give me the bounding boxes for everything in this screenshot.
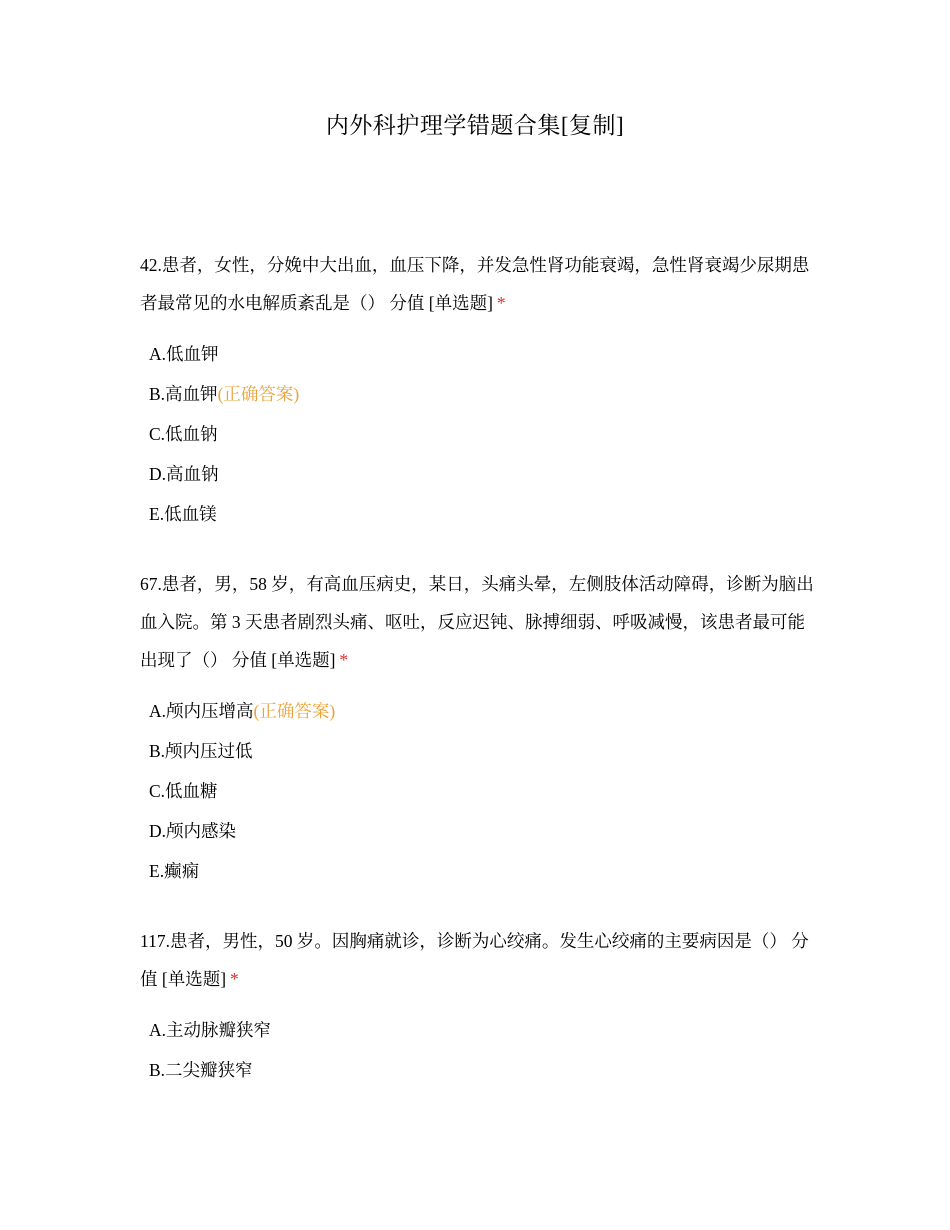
question-text: 117.患者，男性，50 岁。因胸痛就诊，诊断为心绞痛。发生心绞痛的主要病因是（） 分值 [单选题] * bbox=[140, 931, 809, 989]
question-text: 67.患者，男，58 岁，有高血压病史，某日，头痛头晕，左侧肢体活动障碍，诊断为脑出血入院。第 3 天患者剧烈头痛、呕吐，反应迟钝、脉搏细弱、呼吸减慢，该患者最可能出现了（） 分值 [单选题] * bbox=[140, 574, 814, 670]
question-42 bbox=[140, 246, 820, 534]
options-list bbox=[140, 334, 820, 534]
question-67 bbox=[140, 565, 820, 891]
required-asterisk: * bbox=[230, 969, 239, 989]
option-a: A.低血钾 bbox=[149, 344, 219, 364]
correct-answer-marker: (正确答案) bbox=[253, 701, 336, 721]
option-c: C.低血糖 bbox=[149, 781, 218, 801]
option-b: B.二尖瓣狭窄 bbox=[149, 1060, 253, 1080]
options-list bbox=[140, 1010, 820, 1090]
question-117 bbox=[140, 922, 820, 1090]
option-a: A.主动脉瓣狭窄 bbox=[149, 1020, 272, 1040]
options-list bbox=[140, 691, 820, 891]
required-asterisk: * bbox=[339, 650, 349, 670]
question-text: 42.患者，女性，分娩中大出血，血压下降，并发急性肾功能衰竭，急性肾衰竭少尿期患者最常见的水电解质紊乱是（） 分值 [单选题] * bbox=[140, 255, 810, 313]
required-asterisk: * bbox=[496, 293, 506, 313]
document-title: 内外科护理学错题合集[复制] bbox=[325, 113, 625, 138]
option-b: B.高血钾(正确答案) bbox=[149, 384, 300, 404]
option-a: A.颅内压增高(正确答案) bbox=[149, 701, 336, 721]
option-e: E.癫痫 bbox=[149, 861, 200, 881]
option-c: C.低血钠 bbox=[149, 424, 218, 444]
option-d: D.高血钠 bbox=[149, 464, 219, 484]
option-b: B.颅内压过低 bbox=[149, 741, 253, 761]
option-d: D.颅内感染 bbox=[149, 821, 237, 841]
option-e: E.低血镁 bbox=[149, 504, 217, 524]
correct-answer-marker: (正确答案) bbox=[217, 384, 300, 404]
